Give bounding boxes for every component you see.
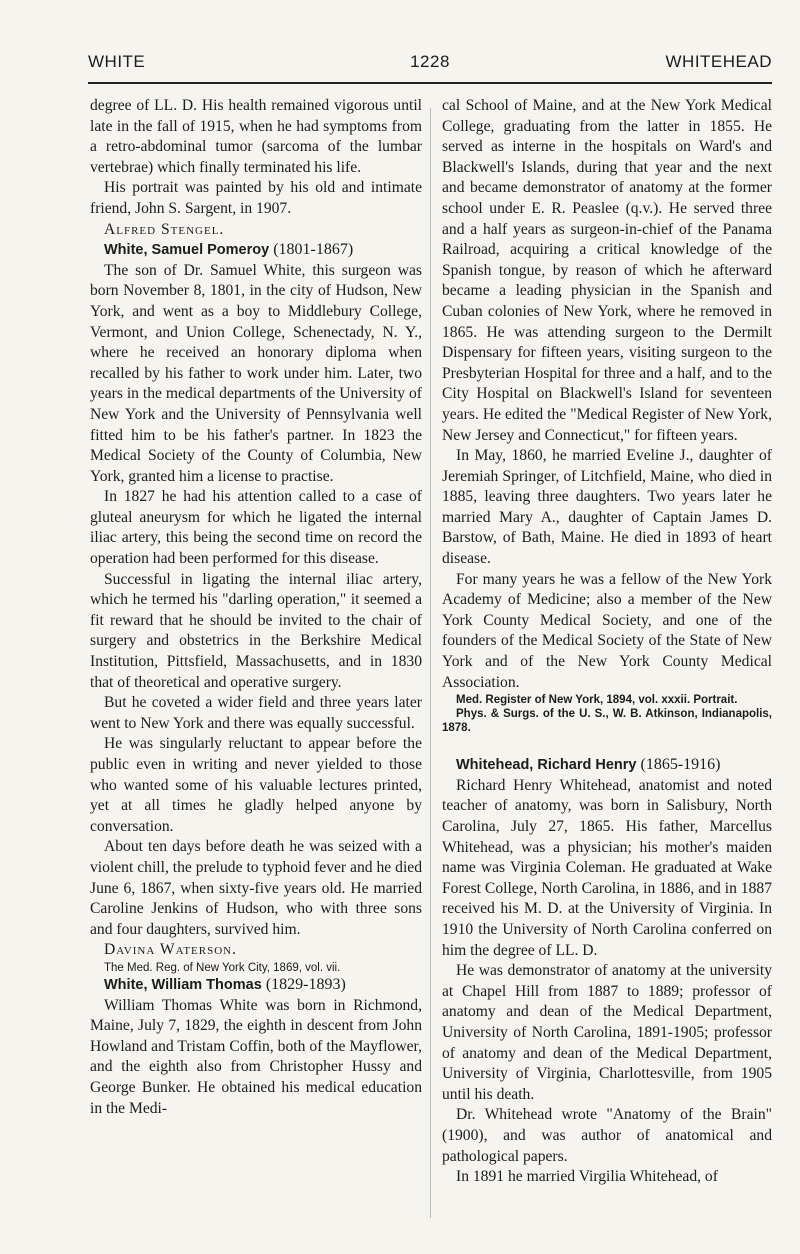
running-header [88, 52, 772, 84]
entry-name: Whitehead, Richard Henry [456, 757, 637, 774]
column-divider [430, 108, 431, 1218]
reference: Med. Register of New York, 1894, vol. xxxii. Portrait. [456, 694, 738, 707]
paragraph: cal School of Maine, and at the New York Medical College, graduating from the latter in 1855. He served as interne in the hospitals on Ward's and Blackwell's Islands, during that year and the next and became demonstrator of anatomy at the former school under E. R. Peaslee (q.v.). He served three and a half years as surgeon-in-chief of the Panama Railroad, acquiring a critical knowledge of the Spanish tongue, by reason of which he afterward became a leading physician in the Spanish and Cuban colonies of New York, where he removed in 1865. He was attending surgeon to the Dermilt Dispensary for fifteen years, visiting surgeon to the Presbyterian Hospital for three and a half, and to the City Hospital on Blackwell's Island for seventeen years. He edited the "Medical Register of New York, New Jersey and Connecticut," for fifteen years. [442, 97, 772, 444]
paragraph: degree of LL. D. His health remained vigorous until late in the fall of 1915, when he had symptoms from a retro-abdominal tumor (sarcoma of the lumbar vertebrae) which finally terminated his life. [90, 97, 422, 176]
entry-heading [90, 240, 422, 261]
entry-years: (1801-1867) [273, 241, 354, 259]
paragraph: Successful in ligating the internal iliac artery, which he termed his "darling operation," it seemed a fit reward that he should be invited to the chair of surgery and obstetrics in the Berkshire Medical Institution, Pittsfield, Massachusetts, and in 1830 that of theoretical and operative surgery. [90, 570, 422, 691]
paragraph: About ten days before death he was seized with a violent chill, the prelude to typhoid fever and he died June 6, 1867, when sixty-five years old. He married Caroline Jenkins of Hudson, who with three sons and four daughters, survived him. [90, 838, 422, 938]
left-column [90, 96, 422, 1119]
paragraph: For many years he was a fellow of the New York Academy of Medicine; also a member of the New York County Medical Society, and one of the founders of the Medical Society of the State of New York and of the New York County Medical Association. [442, 570, 772, 691]
entry-name: White, William Thomas [104, 976, 262, 993]
header-right: WHITEHEAD [665, 52, 772, 71]
reference: The Med. Reg. of New York City, 1869, vol. vii. [104, 961, 341, 974]
paragraph: He was singularly reluctant to appear before the public even in writing and never yielded to those who wanted some of his valuable lectures printed, yet at all times he gladly helped anyone by conversation. [90, 735, 422, 835]
reference: Phys. & Surgs. of the U. S., W. B. Atkinson, Indianapolis, 1878. [442, 708, 772, 735]
author-signature: Alfred Stengel. [104, 220, 225, 238]
paragraph: In 1827 he had his attention called to a case of gluteal aneurysm for which he ligated the internal iliac artery, this being the second time on record the operation had been performed for this disease. [90, 488, 422, 568]
page-number: 1228 [410, 52, 450, 71]
entry-name: White, Samuel Pomeroy [104, 242, 270, 259]
paragraph: In 1891 he married Virgilia Whitehead, of [456, 1168, 718, 1186]
paragraph: Dr. Whitehead wrote "Anatomy of the Brain" (1900), and was author of anatomical and pathological papers. [442, 1106, 772, 1165]
paragraph: Richard Henry Whitehead, anatomist and noted teacher of anatomy, was born in Salisbury, North Carolina, July 27, 1865. His father, Marcellus Whitehead, was a physician; his mother's maiden name was Virginia Coleman. He graduated at Wake Forest College, North Carolina, in 1886, and in 1887 received his M. D. at the University of Virginia. In 1910 the University of North Carolina conferred on him the degree of LL. D. [442, 776, 772, 959]
entry-years: (1829-1893) [265, 975, 346, 993]
entry-heading [90, 975, 422, 996]
entry-heading [442, 755, 772, 776]
paragraph: He was demonstrator of anatomy at the university at Chapel Hill from 1887 to 1889; professor of anatomy and dean of the Medical Department, University of North Carolina, 1891-1905; professor of anatomy and dean of the Medical Department, University of Virginia, Charlottesville, from 1905 until his death. [442, 962, 772, 1103]
header-left: WHITE [88, 52, 146, 71]
paragraph: The son of Dr. Samuel White, this surgeon was born November 8, 1801, in the city of Hudson, New York, and went as a boy to Middlebury College, Vermont, and Union College, Schenectady, N. Y., where he received an honorary diploma when recalled by his father to work under him. Later, two years in the medical departments of the University of New York and the University of Pennsylvania well fitted him to be his father's partner. In 1823 the Medical Society of the County of Columbia, New York, granted him a license to practise. [90, 261, 422, 485]
entry-years: (1865-1916) [640, 756, 721, 774]
author-signature: Davina Waterson. [104, 941, 238, 959]
paragraph: His portrait was painted by his old and intimate friend, John S. Sargent, in 1907. [90, 179, 422, 217]
paragraph: In May, 1860, he married Eveline J., daughter of Jeremiah Springer, of Litchfield, Maine, who died in 1885, leaving three daughters. Two years later he married Mary A., daughter of Captain James D. Barstow, of Bath, Maine. He died in 1893 of heart disease. [442, 447, 772, 568]
paragraph: But he coveted a wider field and three years later went to New York and there was equally successful. [90, 694, 422, 732]
right-column [442, 96, 772, 1188]
paragraph: William Thomas White was born in Richmond, Maine, July 7, 1829, the eighth in descent from John Howland and Tristam Coffin, both of the Mayflower, and the eighth also from Christopher Hussy and George Bunker. He obtained his medical education in the Medi- [90, 996, 422, 1117]
